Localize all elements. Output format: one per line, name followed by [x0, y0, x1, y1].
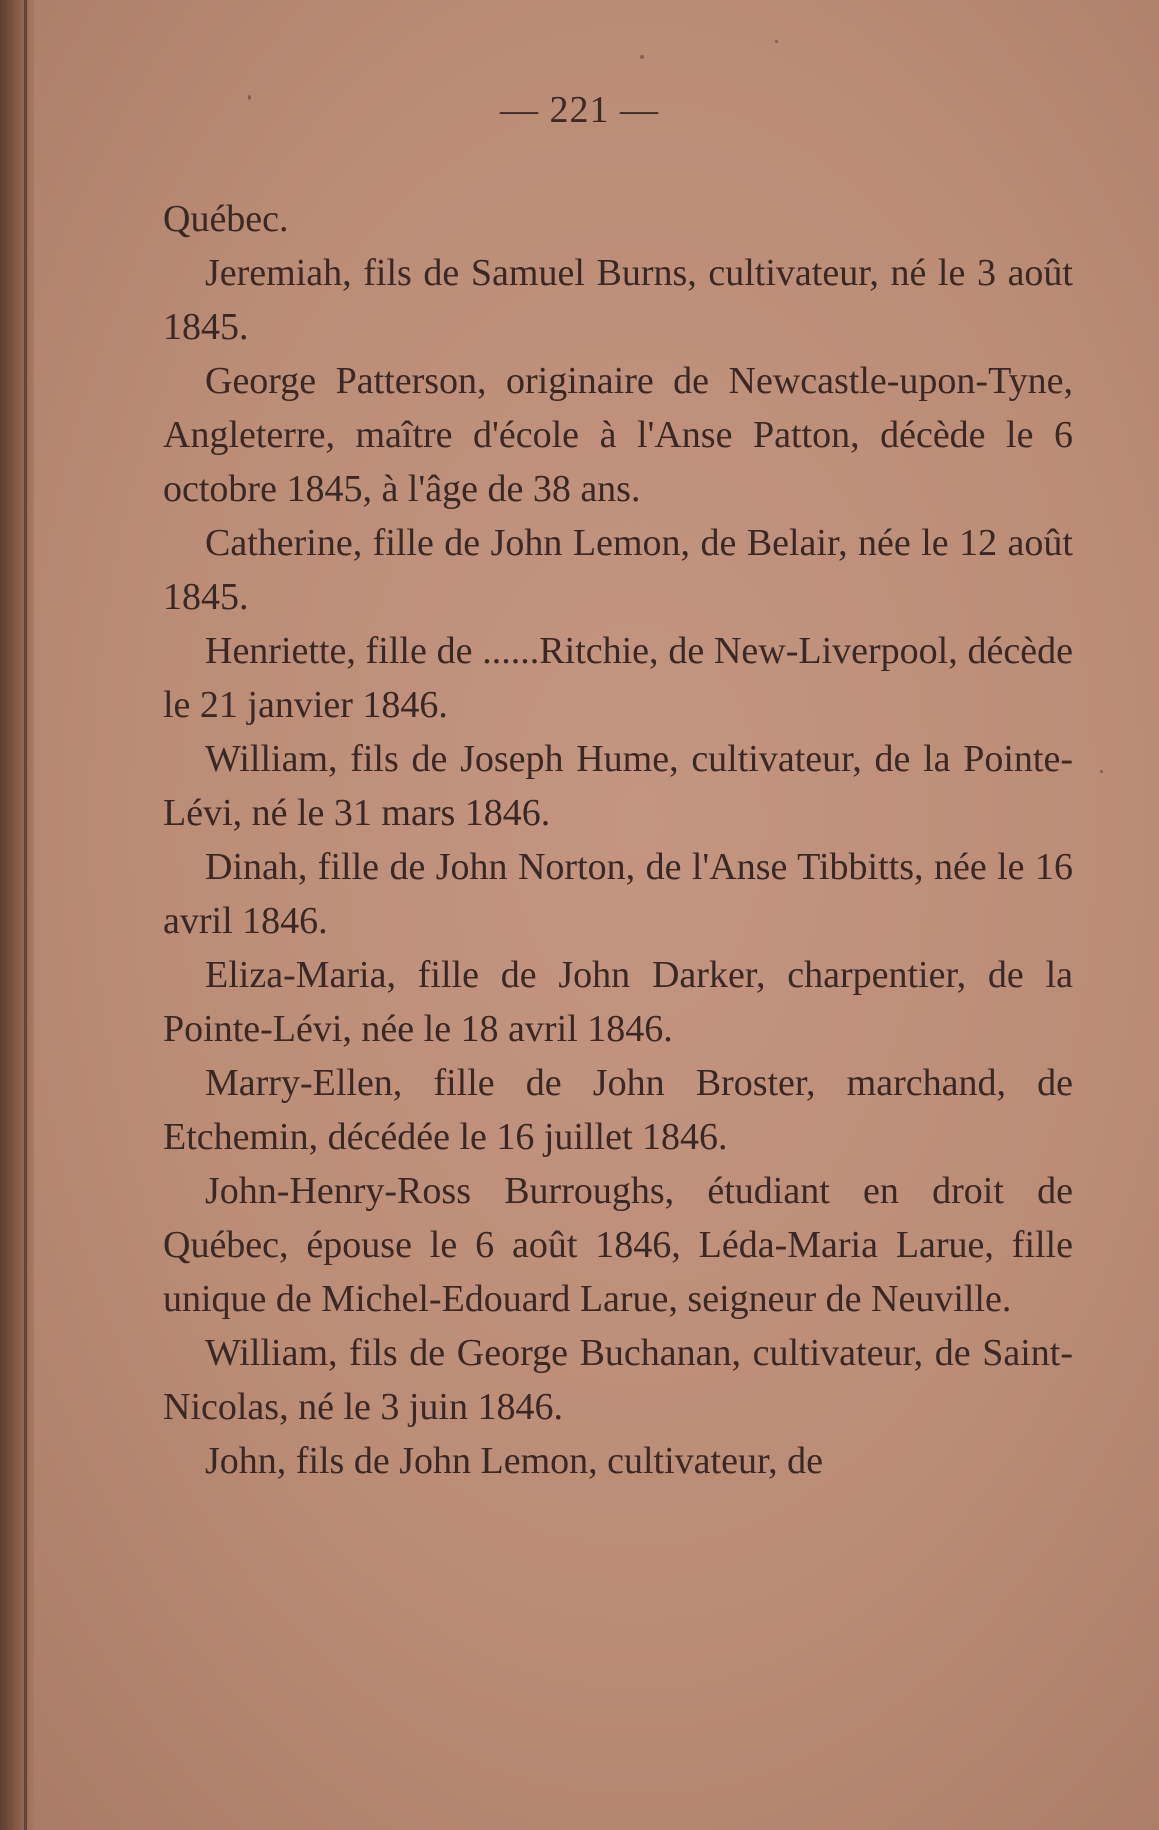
paragraph: Catherine, fille de John Lemon, de Belair, née le 12 août 1845. — [163, 522, 1073, 618]
paragraph: John-Henry-Ross Burroughs, étudiant en droit de Québec, épouse le 6 août 1846, Léda-Maria Larue, fille unique de Michel-Edouard Larue, seigneur de Neuville. — [163, 1170, 1073, 1320]
paragraph: Jeremiah, fils de Samuel Burns, cultivateur, né le 3 août 1845. — [163, 252, 1073, 348]
paragraph: Marry-Ellen, fille de John Broster, marchand, de Etchemin, décédée le 16 juillet 1846. — [163, 1062, 1073, 1158]
binding-edge — [24, 0, 27, 1830]
paragraph: John, fils de John Lemon, cultivateur, de — [205, 1440, 823, 1482]
paragraph: William, fils de Joseph Hume, cultivateur, de la Pointe-Lévi, né le 31 mars 1846. — [163, 738, 1073, 834]
page-number: — 221 — — [500, 89, 659, 131]
paper-speck — [640, 55, 644, 59]
paragraph: Québec. — [163, 198, 289, 240]
paragraph: Henriette, fille de ......Ritchie, de New-Liverpool, décède le 21 janvier 1846. — [163, 630, 1073, 726]
page-body — [163, 192, 1073, 1488]
paragraph: George Patterson, originaire de Newcastle-upon-Tyne, Angleterre, maître d'école à l'Anse Patton, décède le 6 octobre 1845, à l'âge de 38 ans. — [163, 360, 1073, 510]
paper-speck — [1100, 770, 1103, 773]
paper-speck — [775, 40, 778, 43]
paragraph: Dinah, fille de John Norton, de l'Anse Tibbitts, née le 16 avril 1846. — [163, 846, 1073, 942]
paragraph: William, fils de George Buchanan, cultivateur, de Saint-Nicolas, né le 3 juin 1846. — [163, 1332, 1073, 1428]
paragraph: Eliza-Maria, fille de John Darker, charpentier, de la Pointe-Lévi, née le 18 avril 1846. — [163, 954, 1073, 1050]
book-binding — [0, 0, 34, 1830]
